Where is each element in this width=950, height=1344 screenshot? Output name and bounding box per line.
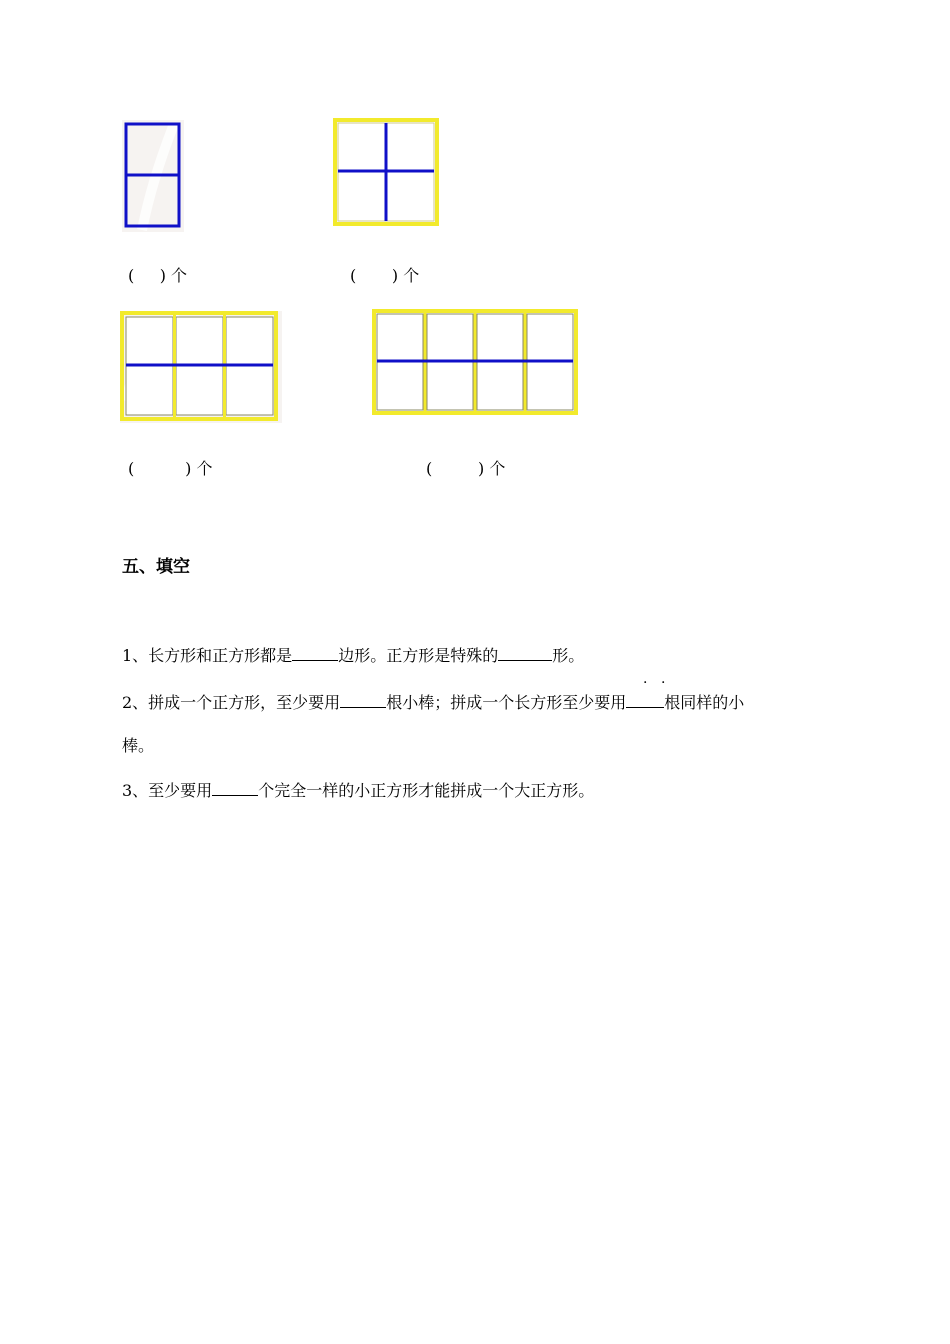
question-1: 1、长方形和正方形都是 边形。正方形是特殊的 形。 [122, 646, 585, 665]
question-2: 2、拼成一个正方形，至少要用 根小棒；拼成一个长方形至少要用 根同样的小 [122, 693, 745, 712]
emphasis-dot-1: · [643, 675, 648, 691]
count-blank-2: ( ) 个 [350, 266, 420, 285]
blank-2b[interactable] [626, 691, 664, 708]
question-3: 3、至少要用 个完全一样的小正方形才能拼成一个大正方形。 [122, 781, 595, 800]
figure-1-two-squares-vertical [122, 120, 184, 232]
count-blank-1: ( ) 个 [128, 266, 188, 285]
figure-3-six-squares [120, 311, 282, 423]
figure-2-four-squares [333, 118, 439, 226]
blank-3a[interactable] [212, 779, 258, 796]
blank-2a[interactable] [340, 691, 386, 708]
question-2-continued: 棒。 [122, 736, 155, 755]
blank-1b[interactable] [498, 644, 552, 661]
blank-1a[interactable] [292, 644, 338, 661]
emphasis-dot-2: · [661, 675, 666, 691]
count-blank-3: ( ) 个 [128, 459, 213, 478]
section-title: 五、填空 [122, 557, 190, 577]
figure-4-eight-squares [372, 309, 578, 415]
count-blank-4: ( ) 个 [426, 459, 506, 478]
